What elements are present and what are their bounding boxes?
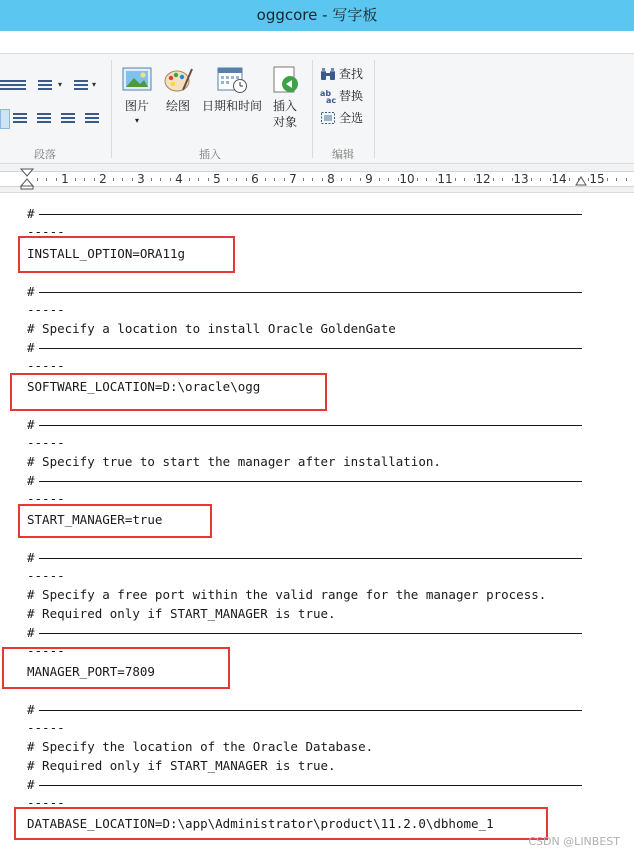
picture-icon: [122, 66, 152, 94]
ruler-tick: [474, 178, 475, 181]
ruler-tick: [246, 178, 247, 181]
insert-datetime-label: 日期和时间: [201, 99, 262, 113]
ruler-tick: [274, 178, 275, 181]
ruler-tick: [550, 178, 551, 181]
insert-paint-drawing-button[interactable]: [160, 66, 196, 114]
ruler-tick: [569, 178, 570, 181]
separator-continuation: -----: [27, 795, 65, 810]
ruler-tick: [312, 178, 313, 181]
ruler-tick: [379, 178, 380, 181]
separator-line: #: [27, 284, 582, 300]
ruler-tick: [227, 178, 228, 181]
ruler-tick: [502, 178, 503, 181]
ruler-tick: [189, 178, 190, 181]
ruler-tick: [132, 178, 133, 181]
ruler-number: 2: [99, 172, 107, 186]
bullet-list-icon[interactable]: [38, 80, 52, 92]
ruler-tick: [436, 178, 437, 181]
ruler-tick: [607, 178, 608, 181]
separator-continuation: -----: [27, 491, 65, 506]
ruler-number: 3: [137, 172, 145, 186]
select-all-icon: [320, 111, 336, 125]
comment-start-manager: # Specify true to start the manager after installation.: [27, 454, 441, 469]
ruler-tick: [426, 178, 427, 181]
bullet-list-dropdown-icon[interactable]: ▾: [58, 80, 63, 89]
ruler-number: 13: [513, 172, 529, 186]
highlight-box-install-option: [18, 236, 235, 273]
highlight-box-software-location: [10, 373, 327, 411]
ruler-tick: [37, 178, 38, 181]
ruler-tick: [464, 178, 465, 181]
comment-database-location-2: # Required only if START_MANAGER is true.: [27, 758, 336, 773]
insert-datetime-button[interactable]: [200, 66, 264, 114]
group-divider: [374, 60, 375, 158]
ruler-tick: [493, 178, 494, 181]
replace-button[interactable]: [320, 87, 363, 104]
separator-continuation: -----: [27, 224, 65, 239]
software-location-line: SOFTWARE_LOCATION=D:\oracle\ogg: [27, 379, 261, 394]
separator-continuation: -----: [27, 568, 65, 583]
separator-continuation: -----: [27, 358, 65, 373]
ruler-tick: [303, 178, 304, 181]
ruler-tick: [540, 178, 541, 181]
svg-text:ac: ac: [326, 95, 336, 104]
comment-manager-port-2: # Required only if START_MANAGER is true.: [27, 606, 336, 621]
ruler-number: 10: [399, 172, 415, 186]
align-right-icon[interactable]: [37, 113, 51, 125]
right-indent-marker-icon[interactable]: [575, 174, 587, 186]
watermark: CSDN @LINBEST: [528, 835, 620, 848]
find-button[interactable]: [320, 65, 363, 82]
insert-object-icon: [270, 66, 300, 94]
ruler-tick: [588, 178, 589, 181]
ruler-tick: [626, 178, 627, 181]
comment-software-location: # Specify a location to install Oracle GoldenGate: [27, 321, 396, 336]
database-location-line: DATABASE_LOCATION=D:\app\Administrator\product\11.2.0\dbhome_1: [27, 816, 494, 831]
insert-picture-label: 图片: [124, 99, 149, 113]
ruler-number: 5: [213, 172, 221, 186]
line-spacing-dropdown-icon[interactable]: ▾: [92, 80, 97, 89]
paint-palette-icon: [163, 66, 193, 94]
separator-continuation: -----: [27, 435, 65, 450]
highlight-box-database-location: [14, 807, 548, 840]
insert-object-label-2: 对象: [272, 115, 297, 129]
ruler-tick: [198, 178, 199, 181]
highlight-box-start-manager: [18, 504, 212, 538]
ruler-number: 15: [589, 172, 605, 186]
ruler-tick: [170, 178, 171, 181]
align-center-icon[interactable]: [13, 113, 27, 125]
select-all-button[interactable]: [320, 109, 363, 126]
replace-icon: [320, 88, 336, 104]
ribbon: [0, 54, 634, 164]
comment-manager-port-1: # Specify a free port within the valid range for the manager process.: [27, 587, 547, 602]
ruler-tick: [284, 178, 285, 181]
group-divider: [312, 60, 313, 158]
align-left-button[interactable]: [0, 109, 10, 129]
insert-object-label-1: 插入: [272, 99, 297, 113]
ruler-tick: [122, 178, 123, 181]
ribbon-tab-strip: [0, 31, 634, 54]
picture-dropdown-icon[interactable]: ▾: [134, 116, 139, 125]
ruler-tick: [417, 178, 418, 181]
separator-line: #: [27, 702, 582, 718]
justify-icon[interactable]: [61, 113, 75, 125]
separator-line: #: [27, 473, 582, 489]
ruler-tick: [84, 178, 85, 181]
ruler-tick: [151, 178, 152, 181]
left-indent-marker-icon[interactable]: [20, 168, 34, 190]
separator-line: #: [27, 550, 582, 566]
ruler-tick: [322, 178, 323, 181]
separator-continuation: -----: [27, 720, 65, 735]
ruler-number: 11: [437, 172, 453, 186]
ruler-number: 6: [251, 172, 259, 186]
group-label-paragraph: 段落: [34, 148, 56, 161]
line-spacing-icon[interactable]: [74, 80, 88, 92]
title-bar: [0, 0, 634, 31]
group-label-insert: 插入: [199, 148, 221, 161]
replace-label: 替换: [339, 89, 364, 103]
separator-line: #: [27, 206, 582, 222]
ruler-tick: [265, 178, 266, 181]
group-divider: [111, 60, 112, 158]
binoculars-icon: [320, 67, 336, 81]
ruler-tick: [350, 178, 351, 181]
insert-object-button[interactable]: [266, 66, 304, 130]
ruler-tick: [208, 178, 209, 181]
ruler-number: 8: [327, 172, 335, 186]
ruler-tick: [113, 178, 114, 181]
ruler-tick: [616, 178, 617, 181]
ruler-tick: [388, 178, 389, 181]
separator-line: #: [27, 777, 582, 793]
highlight-box-manager-port: [2, 647, 230, 689]
manager-port-line: MANAGER_PORT=7809: [27, 664, 155, 679]
ruler-number: 1: [61, 172, 69, 186]
indent-increase-icon[interactable]: [12, 80, 26, 92]
separator-continuation: -----: [27, 302, 65, 317]
separator-line: #: [27, 340, 582, 356]
ruler-tick: [455, 178, 456, 181]
calendar-clock-icon: [216, 66, 248, 94]
find-label: 查找: [339, 67, 364, 81]
separator-line: #: [27, 417, 582, 433]
ruler-tick: [512, 178, 513, 181]
select-all-label: 全选: [339, 111, 364, 125]
ruler-number: 4: [175, 172, 183, 186]
ruler-tick: [160, 178, 161, 181]
start-manager-line: START_MANAGER=true: [27, 512, 163, 527]
window-title: oggcore - 写字板: [256, 6, 378, 24]
ruler-tick: [398, 178, 399, 181]
ruler-tick: [56, 178, 57, 181]
svg-text:ab: ab: [320, 88, 332, 98]
ruler-tick: [531, 178, 532, 181]
ruler-tick: [94, 178, 95, 181]
install-option-line: INSTALL_OPTION=ORA11g: [27, 246, 186, 261]
group-label-edit: 编辑: [332, 148, 354, 161]
ruler-tick: [236, 178, 237, 181]
separator-continuation: -----: [27, 643, 65, 658]
separator-line: #: [27, 625, 582, 641]
insert-paint-label: 绘图: [165, 99, 190, 113]
ruler-tick: [360, 178, 361, 181]
ruler-number: 12: [475, 172, 491, 186]
ruler-number: 7: [289, 172, 297, 186]
ruler-tick: [75, 178, 76, 181]
comment-database-location-1: # Specify the location of the Oracle Database.: [27, 739, 374, 754]
ruler-number: 14: [551, 172, 567, 186]
insert-picture-button[interactable]: [117, 66, 157, 128]
document-area[interactable]: [0, 193, 634, 856]
ruler-tick: [341, 178, 342, 181]
ruler-number: 9: [365, 172, 373, 186]
paragraph-settings-icon[interactable]: [85, 113, 99, 125]
ruler-tick: [46, 178, 47, 181]
